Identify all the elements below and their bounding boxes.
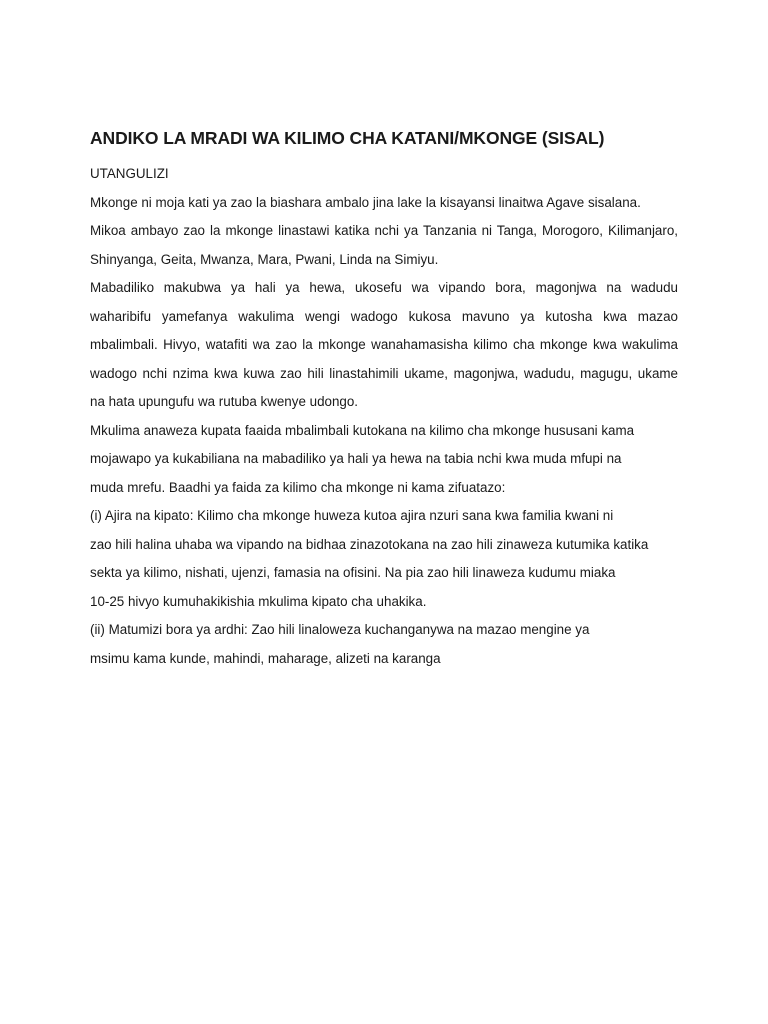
text-line: mbalimbali. Hivyo, watafiti wa zao la mkonge wanahamasisha kilimo cha mkonge kwa wakulima	[90, 337, 678, 352]
text-line: (i) Ajira na kipato: Kilimo cha mkonge huweza kutoa ajira nzuri sana kwa familia kwani ni	[90, 508, 614, 523]
text-line: zao hili halina uhaba wa vipando na bidhaa zinazotokana na zao hili zinaweza kutumika katika	[90, 536, 649, 552]
text-line: UTANGULIZI	[90, 166, 169, 181]
text-line: Mikoa ambayo zao la mkonge linastawi katika nchi ya Tanzania ni Tanga, Morogoro, Kilimanjaro,	[90, 223, 678, 238]
text-line: msimu kama kunde, mahindi, maharage, alizeti na karanga	[90, 650, 441, 666]
text-line: sekta ya kilimo, nishati, ujenzi, famasia na ofisini. Na pia zao hili linaweza kudumu miaka	[90, 565, 616, 580]
text-line: wadogo nchi nzima kwa kuwa zao hili linastahimili ukame, magonjwa, wadudu, magugu, ukame	[90, 365, 678, 381]
text-line: (ii) Matumizi bora ya ardhi: Zao hili linaloweza kuchanganywa na mazao mengine ya	[90, 622, 590, 637]
text-line: Mkonge ni moja kati ya zao la biashara ambalo jina lake la kisayansi linaitwa Agave sisalana.	[90, 194, 641, 210]
text-line: mojawapo ya kukabiliana na mabadiliko ya hali ya hewa na tabia nchi kwa muda mfupi na	[90, 451, 622, 466]
text-line: Shinyanga, Geita, Mwanza, Mara, Pwani, Linda na Simiyu.	[90, 251, 439, 267]
text-line: Mkulima anaweza kupata faaida mbalimbali kutokana na kilimo cha mkonge hususani kama	[90, 422, 635, 438]
text-line: muda mrefu. Baadhi ya faida za kilimo cha mkonge ni kama zifuatazo:	[90, 479, 506, 495]
text-line: Mabadiliko makubwa ya hali ya hewa, ukosefu wa vipando bora, magonjwa na wadudu	[90, 280, 678, 295]
text-line: 10-25 hivyo kumuhakikishia mkulima kipato cha uhakika.	[90, 593, 427, 609]
text-line: waharibifu yamefanya wakulima wengi wadogo kukosa mavuno ya kutosha kwa mazao	[90, 308, 678, 324]
document-title: ANDIKO LA MRADI WA KILIMO CHA KATANI/MKONGE (SISAL)	[90, 128, 605, 148]
text-line: na hata upungufu wa rutuba kwenye udongo.	[90, 394, 359, 409]
document-text	[90, 160, 678, 673]
document-body	[90, 124, 678, 673]
